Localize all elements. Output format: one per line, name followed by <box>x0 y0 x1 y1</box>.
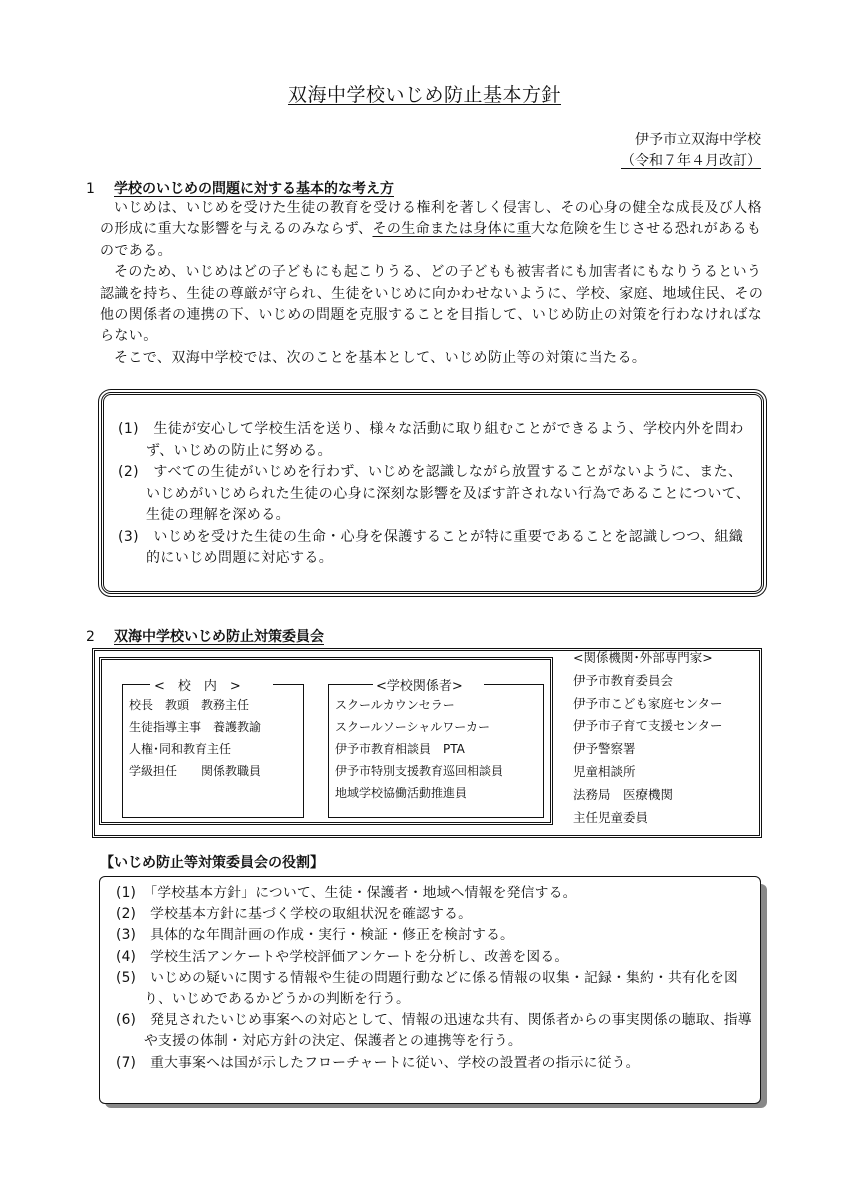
author-block <box>621 130 761 172</box>
basic-policy-item: (3) いじめを受けた生徒の生命・心身を保護することが特に重要であることを認識しつつ、組織的にいじめ問題に対応する。 <box>118 528 744 566</box>
section-1-paragraph-3: そこで、双海中学校では、次のことを基本として、いじめ防止等の対策に当たる。 <box>114 349 647 366</box>
school-related-member: 伊予市特別支援教育巡回相談員 <box>335 764 504 778</box>
role-item: (3) 具体的な年間計画の作成・実行・検証・修正を検討する。 <box>116 927 515 944</box>
internal-member: 学級担任 関係教職員 <box>129 764 262 778</box>
roles-heading: 【いじめ防止等対策委員会の役割】 <box>100 855 324 871</box>
school-related-member: 地域学校協働活動推進員 <box>335 786 468 800</box>
external-member: 伊予警察署 <box>573 741 636 757</box>
role-item: (6) 発見されたいじめ事案への対応として、情報の迅速な共有、関係者からの事実関係の聴取、指導や支援の体制・対応方針の決定、保護者との連携等を行う。 <box>116 1012 752 1050</box>
revision-date: （令和７年４月改訂） <box>621 153 761 169</box>
internal-members-group <box>122 679 304 818</box>
section-1-paragraph-1: いじめは、いじめを受けた生徒の教育を受ける権利を著しく侵害し、その心身の健全な成長及び人格の形成に重大な影響を与えるのみならず、その生命または身体に重大な危険を生じさせる恐れがあるものである。 <box>100 200 762 259</box>
external-member: 伊予市教育委員会 <box>573 672 674 688</box>
external-member: 法務局 医療機関 <box>573 786 674 802</box>
external-member: 主任児童委員 <box>573 809 649 825</box>
external-member: 伊予市こども家庭センター <box>573 695 723 711</box>
internal-member: 校長 教頭 教務主任 <box>129 698 250 712</box>
basic-policy-item: (2) すべての生徒がいじめを行わず、いじめを認識しながら放置することがないように、また、いじめがいじめられた生徒の心身に深刻な影響を及ぼす許されない行為であることについて、生徒の理解を深める。 <box>118 464 751 523</box>
committee-diagram <box>92 648 762 838</box>
school-related-member: スクールソーシャルワーカー <box>335 720 491 734</box>
role-item: (1) 「学校基本方針」について、生徒・保護者・地域へ情報を発信する。 <box>116 885 577 901</box>
section-1-body <box>100 198 768 369</box>
page-title: 双海中学校いじめ防止基本方針 <box>287 84 561 106</box>
external-member: 伊予市子育て支援センター <box>573 718 723 734</box>
basic-policy-item: (1) 生徒が安心して学校生活を送り、様々な活動に取り組むことができるよう、学校内外を問わず、いじめの防止に努める。 <box>118 421 744 459</box>
school-related-member: 伊予市教育相談員 PTA <box>335 742 465 756</box>
committee-inner-frame <box>99 657 553 825</box>
role-item: (2) 学校基本方針に基づく学校の取組状況を確認する。 <box>116 906 473 923</box>
role-item: (7) 重大事案へは国が示したフローチャートに従い、学校の設置者の指示に従う。 <box>116 1054 640 1071</box>
external-experts-list <box>573 647 723 829</box>
external-member: 児童相談所 <box>573 763 636 779</box>
school-name: 伊予市立双海中学校 <box>635 132 761 148</box>
basic-policy-box <box>101 392 764 594</box>
external-experts-title: <関係機関･外部専門家> <box>573 650 713 665</box>
internal-members-title: < 校 内 > <box>154 675 241 694</box>
section-2-heading: 2 双海中学校いじめ防止対策委員会 <box>86 629 324 645</box>
role-item: (5) いじめの疑いに関する情報や生徒の問題行動などに係る情報の収集・記録・集約・共有化を図り、いじめであるかどうかの判断を行う。 <box>116 969 739 1008</box>
internal-member: 人権･同和教育主任 <box>129 742 232 756</box>
role-item: (4) 学校生活アンケートや学校評価アンケートを分析し、改善を図る。 <box>116 948 569 965</box>
internal-member: 生徒指導主事 養護教諭 <box>129 720 262 734</box>
school-related-title: <学校関係者> <box>376 675 463 694</box>
section-1-heading: 1 学校のいじめの問題に対する基本的な考え方 <box>86 181 394 197</box>
section-1-paragraph-2: そのため、いじめはどの子どもにも起こりうる、どの子どもも被害者にも加害者にもなりうるという認識を持ち、生徒の尊厳が守られ、生徒をいじめに向かわせないように、学校、家庭、地域住民、その他の関係者の連携の下、いじめの問題を克服することを目指して、いじめ防止の対策を行わなければならない。 <box>100 264 764 345</box>
roles-box <box>99 876 761 1104</box>
school-related-member: スクールカウンセラー <box>335 698 455 712</box>
school-related-group <box>328 679 544 818</box>
